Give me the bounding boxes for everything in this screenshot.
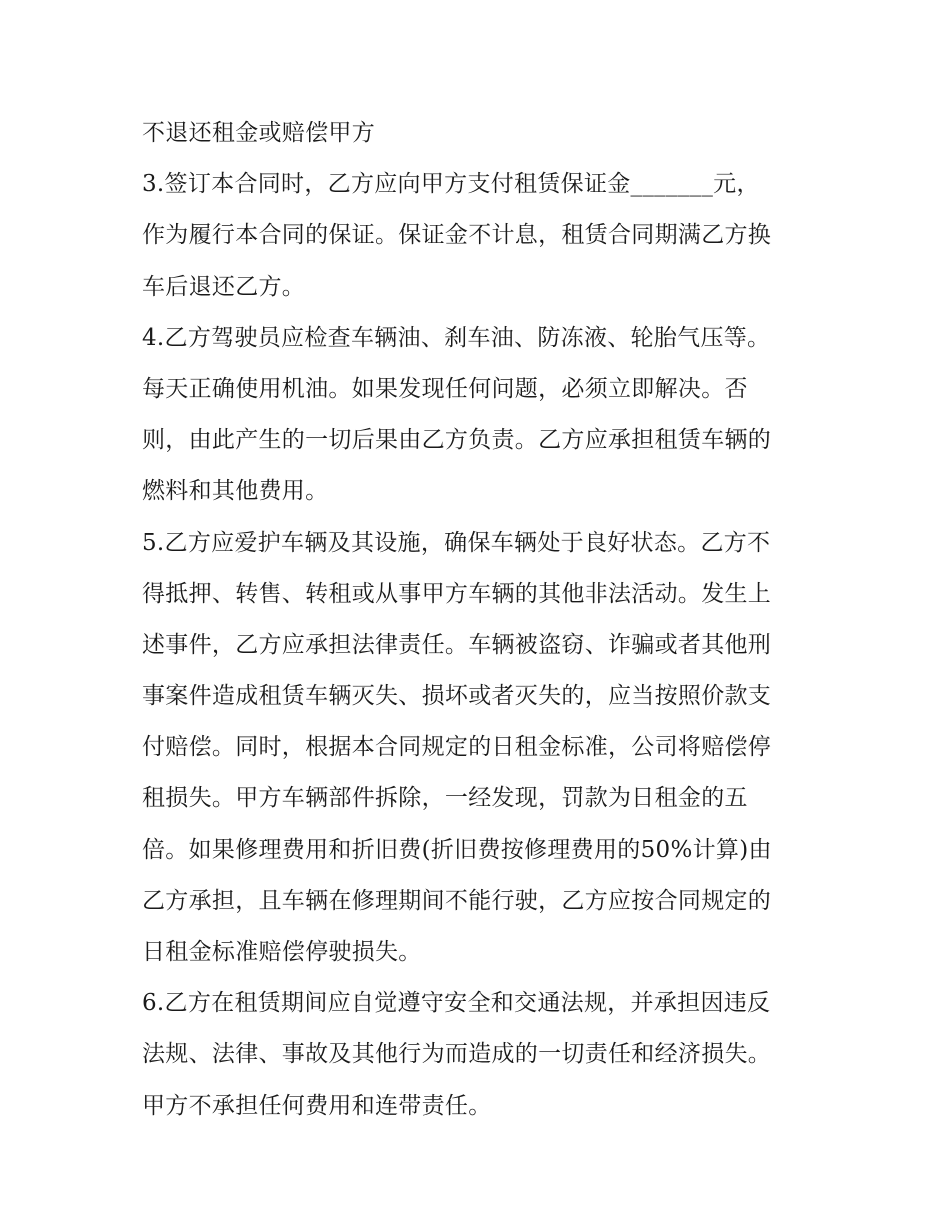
text-line: 倍。如果修理费用和折旧费(折旧费按修理费用的50%计算)由 [142, 836, 772, 863]
text-line: 甲方不承担任何费用和连带责任。 [142, 1092, 492, 1119]
text-line: 则，由此产生的一切后果由乙方负责。乙方应承担租赁车辆的 [142, 427, 772, 454]
document-body [142, 108, 832, 1132]
text-line: 4.乙方驾驶员应检查车辆油、刹车油、防冻液、轮胎气压等。 [142, 324, 771, 351]
text-line: 乙方承担，且车辆在修理期间不能行驶，乙方应按合同规定的 [142, 887, 772, 914]
text-line: 不退还租金或赔偿甲方 [142, 120, 375, 146]
text-line: 燃料和其他费用。 [142, 478, 329, 505]
text-line: 6.乙方在租赁期间应自觉遵守安全和交通法规，并承担因违反 [142, 990, 771, 1017]
text-line: 5.乙方应爱护车辆及其设施，确保车辆处于良好状态。乙方不 [142, 529, 771, 556]
text-line: 车后退还乙方。 [142, 273, 306, 300]
text-line: 作为履行本合同的保证。保证金不计息，租赁合同期满乙方换 [142, 222, 772, 249]
text-line: 租损失。甲方车辆部件拆除，一经发现，罚款为日租金的五 [142, 785, 748, 812]
text-line: 3.签订本合同时，乙方应向甲方支付租赁保证金_______元， [142, 171, 760, 198]
text-line: 得抵押、转售、转租或从事甲方车辆的其他非法活动。发生上 [142, 580, 772, 607]
text-line: 法规、法律、事故及其他行为而造成的一切责任和经济损失。 [142, 1041, 772, 1068]
text-line: 事案件造成租赁车辆灭失、损坏或者灭失的，应当按照价款支 [142, 683, 772, 710]
text-line: 付赔偿。同时，根据本合同规定的日租金标准，公司将赔偿停 [142, 734, 772, 761]
text-line: 述事件，乙方应承担法律责任。车辆被盗窃、诈骗或者其他刑 [142, 631, 772, 658]
text-line: 每天正确使用机油。如果发现任何问题，必须立即解决。否 [142, 375, 748, 402]
text-line: 日租金标准赔偿停驶损失。 [142, 939, 422, 965]
